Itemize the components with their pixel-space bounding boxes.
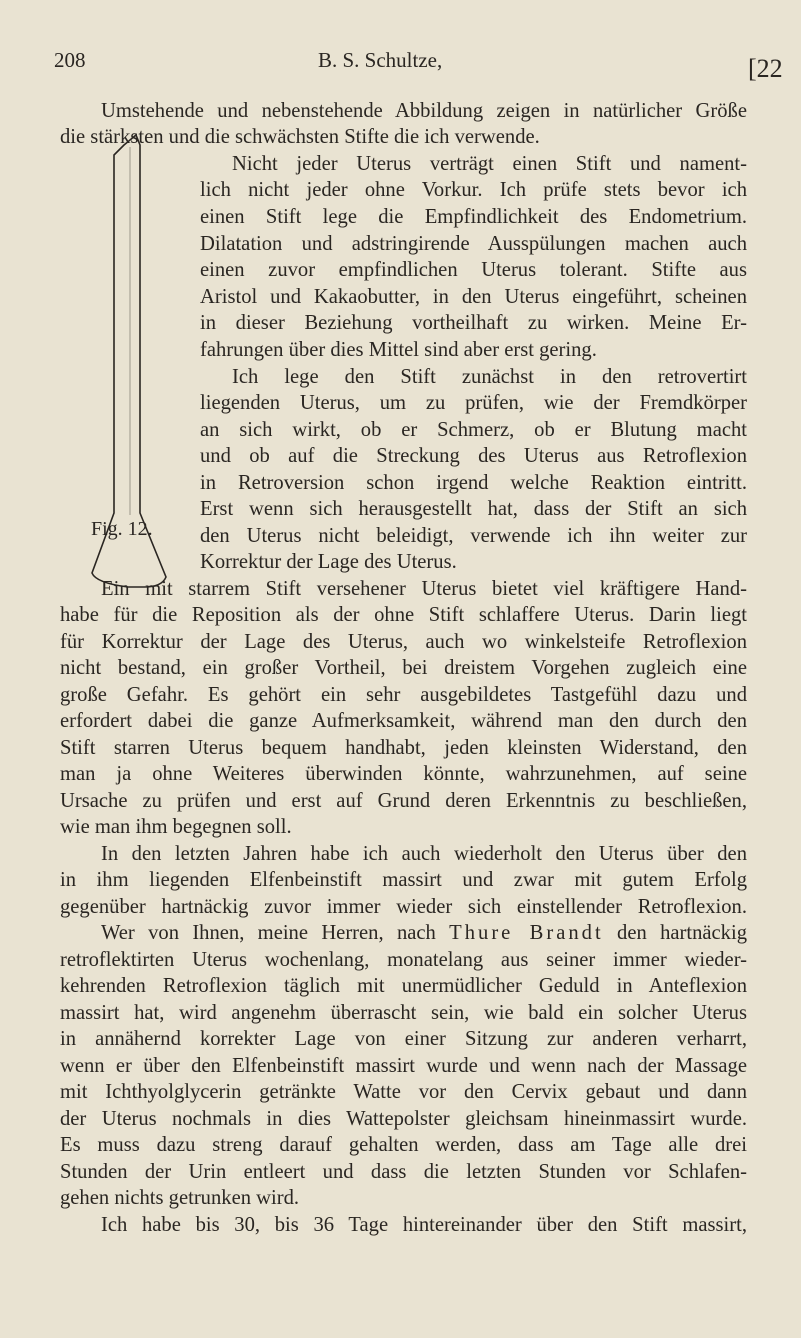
text-line-14: und ob auf die Streckung des Uterus aus Retroflexion <box>200 445 747 467</box>
text-line-38: mit Ichthyolglycerin getränkte Watte vor den Cervix gebaut und dann <box>60 1081 747 1103</box>
text-line-40: Es muss dazu streng darauf gehalten werden, dass am Tage alle drei <box>60 1134 747 1156</box>
text-line-23: große Gefahr. Es gehört ein sehr ausgebildetes Tastgefühl dazu und <box>60 684 747 706</box>
page-number: 208 <box>54 48 86 72</box>
author-name-thure-brandt: Thure Brandt <box>449 922 604 944</box>
text-line-15: in Retroversion schon irgend welche Reaktion eintritt. <box>200 472 747 494</box>
text-line-7: einen zuvor empfindlichen Uterus tolerant. Stifte aus <box>200 259 747 281</box>
text-line-28: wie man ihm begegnen soll. <box>60 816 292 838</box>
running-head-author: B. S. Schultze, <box>318 48 443 72</box>
text-line-26: man ja ohne Weiteres überwinden könnte, wahrzunehmen, auf seine <box>60 763 747 785</box>
text-line-18: Korrektur der Lage des Uterus. <box>200 551 457 573</box>
text-line-12: liegenden Uterus, um zu prüfen, wie der Fremdkörper <box>200 392 747 414</box>
text-line-39: der Uterus nochmals in dies Wattepolster gleichsam hineinmassirt wurde. <box>60 1108 747 1130</box>
text-line-5: einen Stift lege die Empfindlichkeit des Endometrium. <box>200 206 747 228</box>
text-line-43: Ich habe bis 30, bis 36 Tage hintereinander über den Stift massirt, <box>101 1214 747 1236</box>
text-line-11: Ich lege den Stift zunächst in den retrovertirt <box>232 366 747 388</box>
text-line-36: in annähernd korrekter Lage von einer Sitzung zur anderen verharrt, <box>60 1028 747 1050</box>
text-line-3: Nicht jeder Uterus verträgt einen Stift und nament- <box>232 153 747 175</box>
text-line-16: Erst wenn sich herausgestellt hat, dass der Stift an sich <box>200 498 747 520</box>
text-line-32-part-3: den hartnäckig <box>617 922 747 944</box>
text-line-13: an sich wirkt, ob er Schmerz, ob er Blutung macht <box>200 419 747 441</box>
text-line-30: in ihm liegenden Elfenbeinstift massirt und zwar mit gutem Erfolg <box>60 869 747 891</box>
text-line-19: Ein mit starrem Stift versehener Uterus bietet viel kräftigere Hand- <box>101 578 747 600</box>
text-line-2: die stärksten und die schwächsten Stifte die ich verwende. <box>60 126 540 148</box>
text-line-9: in dieser Beziehung vortheilhaft zu wirken. Meine Er- <box>200 312 747 334</box>
text-line-35: massirt hat, wird angenehm überrascht sein, wie bald ein solcher Uterus <box>60 1002 747 1024</box>
text-line-20: habe für die Reposition als der ohne Stift schlaffere Uterus. Darin liegt <box>60 604 747 626</box>
text-line-37: wenn er über den Elfenbeinstift massirt wurde und wenn nach der Massage <box>60 1055 747 1077</box>
running-header <box>0 48 801 88</box>
text-line-22: nicht bestand, ein großer Vortheil, bei dreistem Vorgehen zugleich eine <box>60 657 747 679</box>
text-line-6: Dilatation und adstringirende Ausspülungen machen auch <box>200 233 747 255</box>
text-line-32 <box>101 923 747 944</box>
figure-caption: Fig. 12. <box>91 518 153 540</box>
text-line-31: gegenüber hartnäckig zuvor immer wieder sich einstellender Retroflexion. <box>60 896 747 918</box>
text-line-27: Ursache zu prüfen und erst auf Grund deren Erkenntnis zu beschließen, <box>60 790 747 812</box>
text-line-33: retroflektirten Uterus wochenlang, monatelang aus seiner immer wieder- <box>60 949 747 971</box>
text-line-29: In den letzten Jahren habe ich auch wiederholt den Uterus über den <box>101 843 747 865</box>
text-line-34: kehrenden Retroflexion täglich mit unermüdlicher Geduld in Anteflexion <box>60 975 747 997</box>
text-line-24: erfordert dabei die ganze Aufmerksamkeit, während man den durch den <box>60 710 747 732</box>
text-line-8: Aristol und Kakaobutter, in den Uterus eingeführt, scheinen <box>200 286 747 308</box>
text-line-4: lich nicht jeder ohne Vorkur. Ich prüfe stets bevor ich <box>200 179 747 201</box>
text-line-25: Stift starren Uterus bequem handhabt, jeden kleinsten Widerstand, den <box>60 737 747 759</box>
text-line-10: fahrungen über dies Mittel sind aber erst gering. <box>200 339 597 361</box>
text-line-21: für Korrektur der Lage des Uterus, auch wo winkelsteife Retroflexion <box>60 631 747 653</box>
text-line-32-part-1: Wer von Ihnen, meine Herren, nach <box>101 922 436 944</box>
section-mark: [22 <box>748 54 783 83</box>
text-line-42: gehen nichts getrunken wird. <box>60 1187 300 1209</box>
text-line-41: Stunden der Urin entleert und dass die letzten Stunden vor Schlafen- <box>60 1161 747 1183</box>
text-line-17: den Uterus nicht beleidigt, verwende ich ihn weiter zur <box>200 525 747 547</box>
text-line-1: Umstehende und nebenstehende Abbildung zeigen in natürlicher Größe <box>101 100 747 122</box>
